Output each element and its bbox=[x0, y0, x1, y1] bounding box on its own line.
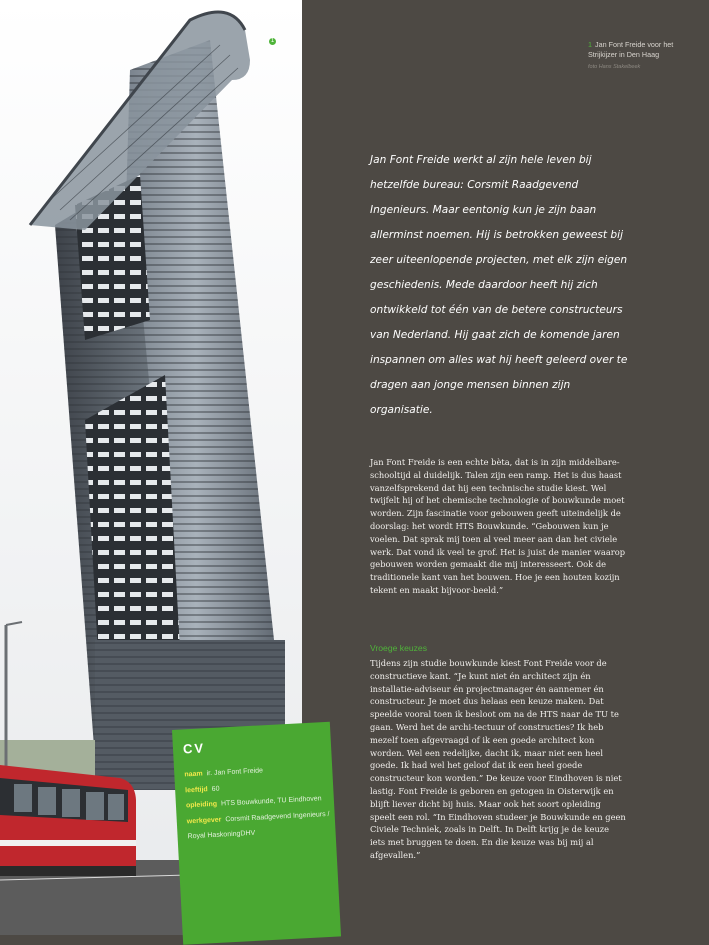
photo-caption bbox=[588, 40, 698, 72]
intro-paragraph: Jan Font Freide werkt al zijn hele leven bij hetzelfde bureau: Corsmit Raadgevend Ingenieurs. Maar eentonig kun je zijn baan allerminst noemen. Hij is betrokken geweest bij zeer uiteenlopende projecten, met elk zijn eigen geschiedenis. Mede daardoor heeft hij zich ontwikkeld tot één van de betere constructeurs van Nederland. Hij gaat zich de komende jaren inspannen om alles wat hij heeft geleerd over te dragen aan jonge mensen binnen zijn organisatie. bbox=[370, 154, 628, 416]
photo-credit: foto Hans Stakelbeek bbox=[588, 64, 641, 70]
cv-key: werkgever bbox=[186, 816, 222, 825]
cv-key: naam bbox=[184, 770, 203, 779]
cv-key: opleiding bbox=[185, 800, 218, 810]
cv-value: Corsmit Raadgevend Ingenieurs / Royal HaskoningDHV bbox=[187, 810, 330, 841]
cv-value: ir. Jan Font Freide bbox=[206, 767, 264, 778]
cv-title: CV bbox=[182, 740, 206, 757]
caption-text: Jan Font Freide voor het Strijkijzer in Den Haag bbox=[588, 40, 674, 59]
caption-number: 1 bbox=[588, 40, 592, 49]
cv-list bbox=[184, 760, 333, 845]
body-paragraph-2: Tijdens zijn studie bouwkunde kiest Font Freide voor de constructieve kant. “Je kunt niet én architect zijn én installatie-adviseur én projectmanager én aannemer én constructeur. Je moet dus helaas een keuze maken. Dat speelde vooral toen ik besloot om na de HTS naar de TU te gaan. Werd het de archi-tectuur of constructies? Ik heb mezelf toen afgevraagd of ik een goede architect kon worden. Wel een redelijke, dacht ik, maar niet een heel goede. Ik had wel het geloof dat ik een heel goede constructeur kon worden.” De keuze voor Eindhoven is niet lastig. Font Freide is geboren en getogen in Oisterwijk en blijft liever dicht bij huis. Maar ook het soort opleiding speelt een rol. “In Eindhoven studeer je Bouwkunde en geen Civiele Techniek, zoals in Delft. In Delft krijg je de keuze iets met bruggen te doen. En die keuze was bij mij al afgevallen.” bbox=[370, 658, 626, 860]
photo-marker: 1 bbox=[268, 37, 277, 46]
cv-value: HTS Bouwkunde, TU Eindhoven bbox=[220, 795, 322, 808]
cv-key: leeftijd bbox=[184, 785, 208, 794]
section-subheading: Vroege keuzes bbox=[370, 643, 428, 653]
cv-box bbox=[172, 722, 341, 945]
body-paragraph-1: Jan Font Freide is een echte bèta, dat is in zijn middelbare-schooltijd al duidelijk. Talen zijn een ramp. Het is dus haast vanzelfsprekend dat hij een technische studie kiest. Wel twijfelt hij of het chemische technologie of bouwkunde moet worden. Zijn fascinatie voor gebouwen geeft uiteindelijk de doorslag: het wordt HTS Bouwkunde. “Gebouwen kun je voelen. Dat sprak mij toen al veel meer aan dan het civiele werk. Dat vond ik veel te grof. Het is juist de manier waarop gebouwen worden gemaakt die mij interesseert. Ook de traditionele kant van het bouwen. Hoe je een houten kozijn tekent en maakt bijvoor-beeld.” bbox=[370, 457, 626, 595]
cv-value: 60 bbox=[211, 785, 220, 793]
